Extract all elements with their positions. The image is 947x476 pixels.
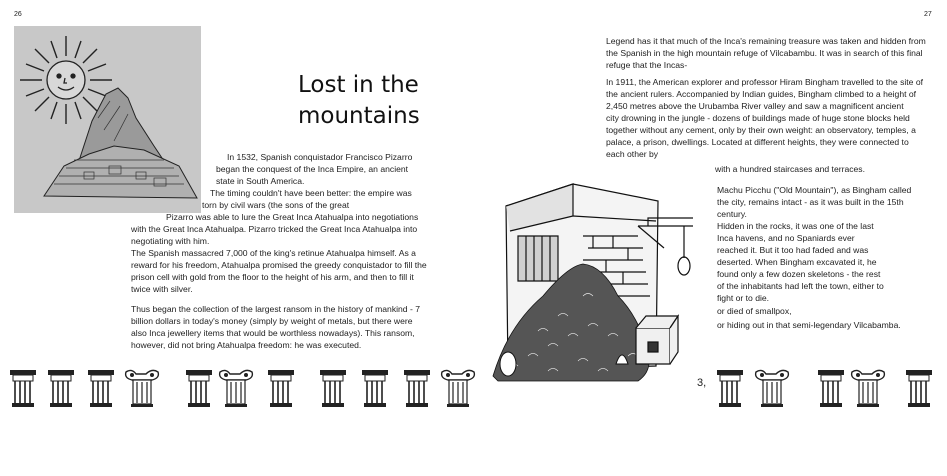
page-number-right: 27 (924, 11, 932, 18)
right-p3-line-9: of the inhabitants had left the town, either to (717, 281, 884, 291)
column-frieze (0, 368, 947, 408)
title-line-1: Lost in the (298, 72, 419, 98)
machu-picchu-illustration (14, 26, 201, 213)
right-p2-line-6: palace, a prison, dwellings. Located at different heights, they were connected to (606, 137, 909, 147)
right-p3-line-11: or died of smallpox, (717, 306, 792, 316)
right-p1-line-1: Legend has it that much of the Inca's remaining treasure was taken and hidden from (606, 36, 926, 46)
right-p3-line-12: or hiding out in that semi-legendary Vilcabamba. (717, 320, 901, 330)
frieze-mark: 3, (697, 377, 707, 389)
right-p2-line-7: each other by (606, 149, 659, 159)
left-p1-line-4: The timing couldn't have been better: the empire was (210, 188, 412, 198)
right-p3-line-6: reached it. But it too had faded and was (717, 245, 869, 255)
right-p2-tail: with a hundred staircases and terraces. (715, 164, 865, 174)
article-title (298, 70, 420, 132)
right-p3-line-3: century. (717, 209, 747, 219)
left-p2-line-3: also Inca jewellery items that would be worthless nowadays). This ransom, (131, 328, 415, 338)
right-p2-line-3: 2,450 metres above the Urubamba River valley and saw a magnificent ancient (606, 101, 904, 111)
column-capital-icon (10, 370, 932, 407)
left-p1-line-6: Pizarro was able to lure the Great Inca Atahualpa into negotiations (166, 212, 419, 222)
right-p2-line-4: city drowning in the jungle - dozens of buildings made of huge stone blocks held (606, 113, 910, 123)
left-p1-line-5: torn by civil wars (the sons of the great (202, 200, 350, 210)
right-p3-line-7: deserted. When Bingham excavated it, he (717, 257, 877, 267)
right-p2-line-1: In 1911, the American explorer and professor Hiram Bingham travelled to the site of (606, 77, 924, 87)
left-p2-line-1: Thus began the collection of the largest ransom in the history of mankind - 7 (131, 304, 421, 314)
left-p1-line-7: with the Great Inca Atahualpa. Pizarro tricked the Great Inca Atahualpa into (131, 224, 418, 234)
right-p3-line-8: found only a few dozen skeletons - the rest (717, 269, 881, 279)
left-p1-line-8: negotiating with him. (131, 236, 210, 246)
right-p2-line-5: together without any cement, only by their own weight: an observatory, temples, a (606, 125, 916, 135)
left-p1-line-1: In 1532, Spanish conquistador Francisco Pizarro (227, 152, 413, 162)
left-p1-line-2: began the conquest of the Inca Empire, an ancient (216, 164, 409, 174)
right-p3-line-2: the city, remains intact - as it was built in the 15th (717, 197, 904, 207)
right-p3-line-1: Machu Picchu ("Old Mountain"), as Bingham called (717, 185, 912, 195)
left-p1-line-10: reward for his freedom, Atahualpa promised the greedy conquistador to fill the (131, 260, 427, 270)
right-p3-line-5: Inca havens, and no Spaniards ever (717, 233, 855, 243)
right-p1-line-2: the Spanish in the high mountain refuge of Vilcabambu. It was in search of this final (606, 48, 923, 58)
page-number-left: 26 (14, 11, 22, 18)
left-p2-line-2: billion dollars in today's money (simply by weight of metals, but there were (131, 316, 413, 326)
right-p2-line-2: the ancient rulers. Accompanied by Indian guides, Bingham climbed to a height of (606, 89, 917, 99)
left-p1-line-9: The Spanish massacred 7,000 of the king's retinue Atahualpa himself. As a (131, 248, 416, 258)
right-p1-line-3: refuge that the Incas- (606, 60, 688, 70)
left-p1-line-12: twice with silver. (131, 284, 193, 294)
treasure-room-illustration (488, 176, 710, 386)
left-p2-line-4: however, did not bring Atahualpa freedom: he was executed. (131, 340, 362, 350)
left-p1-line-11: prison cell with gold from the floor to the height of his arm, and then to fill it (131, 272, 414, 282)
left-p1-line-3: state in South America. (216, 176, 305, 186)
right-p3-line-4: Hidden in the rocks, it was one of the last (717, 221, 874, 231)
right-p3-line-10: fight or to die. (717, 293, 770, 303)
title-line-2: mountains (298, 103, 420, 129)
